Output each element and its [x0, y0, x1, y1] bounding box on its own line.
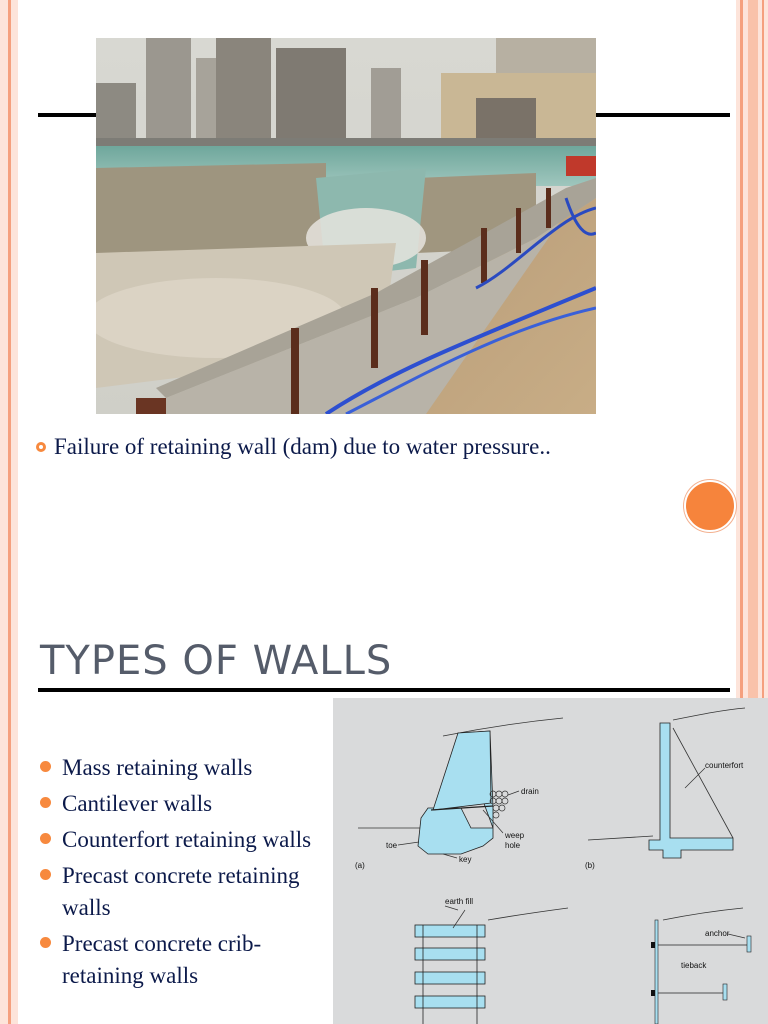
wall-types-diagram — [333, 698, 768, 1024]
orange-circle-decoration — [684, 480, 736, 532]
list-item — [40, 824, 330, 856]
key-label: key — [459, 855, 472, 864]
list-item-label: Precast concrete retaining walls — [62, 863, 300, 920]
weep-label: weep — [505, 831, 525, 840]
photo-caption-text: Failure of retaining wall (dam) due to water pressure.. — [54, 434, 551, 459]
counterfort-wall-figure — [585, 708, 745, 870]
top-rule-left — [38, 113, 98, 117]
left-border-decoration — [0, 0, 18, 1024]
bullet-icon — [40, 833, 51, 844]
retaining-wall-failure-photo — [96, 38, 596, 414]
drain-label: drain — [521, 787, 539, 796]
bullet-icon — [40, 761, 51, 772]
crib-wall-figure — [415, 897, 568, 1024]
list-item — [40, 860, 330, 924]
title-underline — [38, 688, 730, 692]
section-title: TYPES OF WALLS — [40, 638, 393, 684]
list-item — [40, 752, 330, 784]
fig-b-label: (b) — [585, 861, 595, 870]
bullet-ring-icon — [36, 442, 46, 452]
wall-types-list — [40, 752, 330, 996]
top-rule-right — [596, 113, 730, 117]
list-item — [40, 788, 330, 820]
anchored-wall-figure — [651, 908, 751, 1024]
list-item-label: Mass retaining walls — [62, 755, 253, 780]
list-item-label: Cantilever walls — [62, 791, 213, 816]
bullet-icon — [40, 869, 51, 880]
fig-a-label: (a) — [355, 861, 365, 870]
bullet-icon — [40, 937, 51, 948]
list-item — [40, 928, 330, 992]
counterfort-label: counterfort — [705, 761, 744, 770]
gravity-wall-figure — [355, 718, 563, 870]
hole-label: hole — [505, 841, 521, 850]
earth-fill-label: earth fill — [445, 897, 474, 906]
photo-caption — [36, 434, 551, 460]
bullet-icon — [40, 797, 51, 808]
tieback-label: tieback — [681, 961, 707, 970]
list-item-label: Counterfort retaining walls — [62, 827, 312, 852]
anchor-label: anchor — [705, 929, 730, 938]
toe-label: toe — [386, 841, 398, 850]
list-item-label: Precast concrete crib-retaining walls — [62, 931, 262, 988]
